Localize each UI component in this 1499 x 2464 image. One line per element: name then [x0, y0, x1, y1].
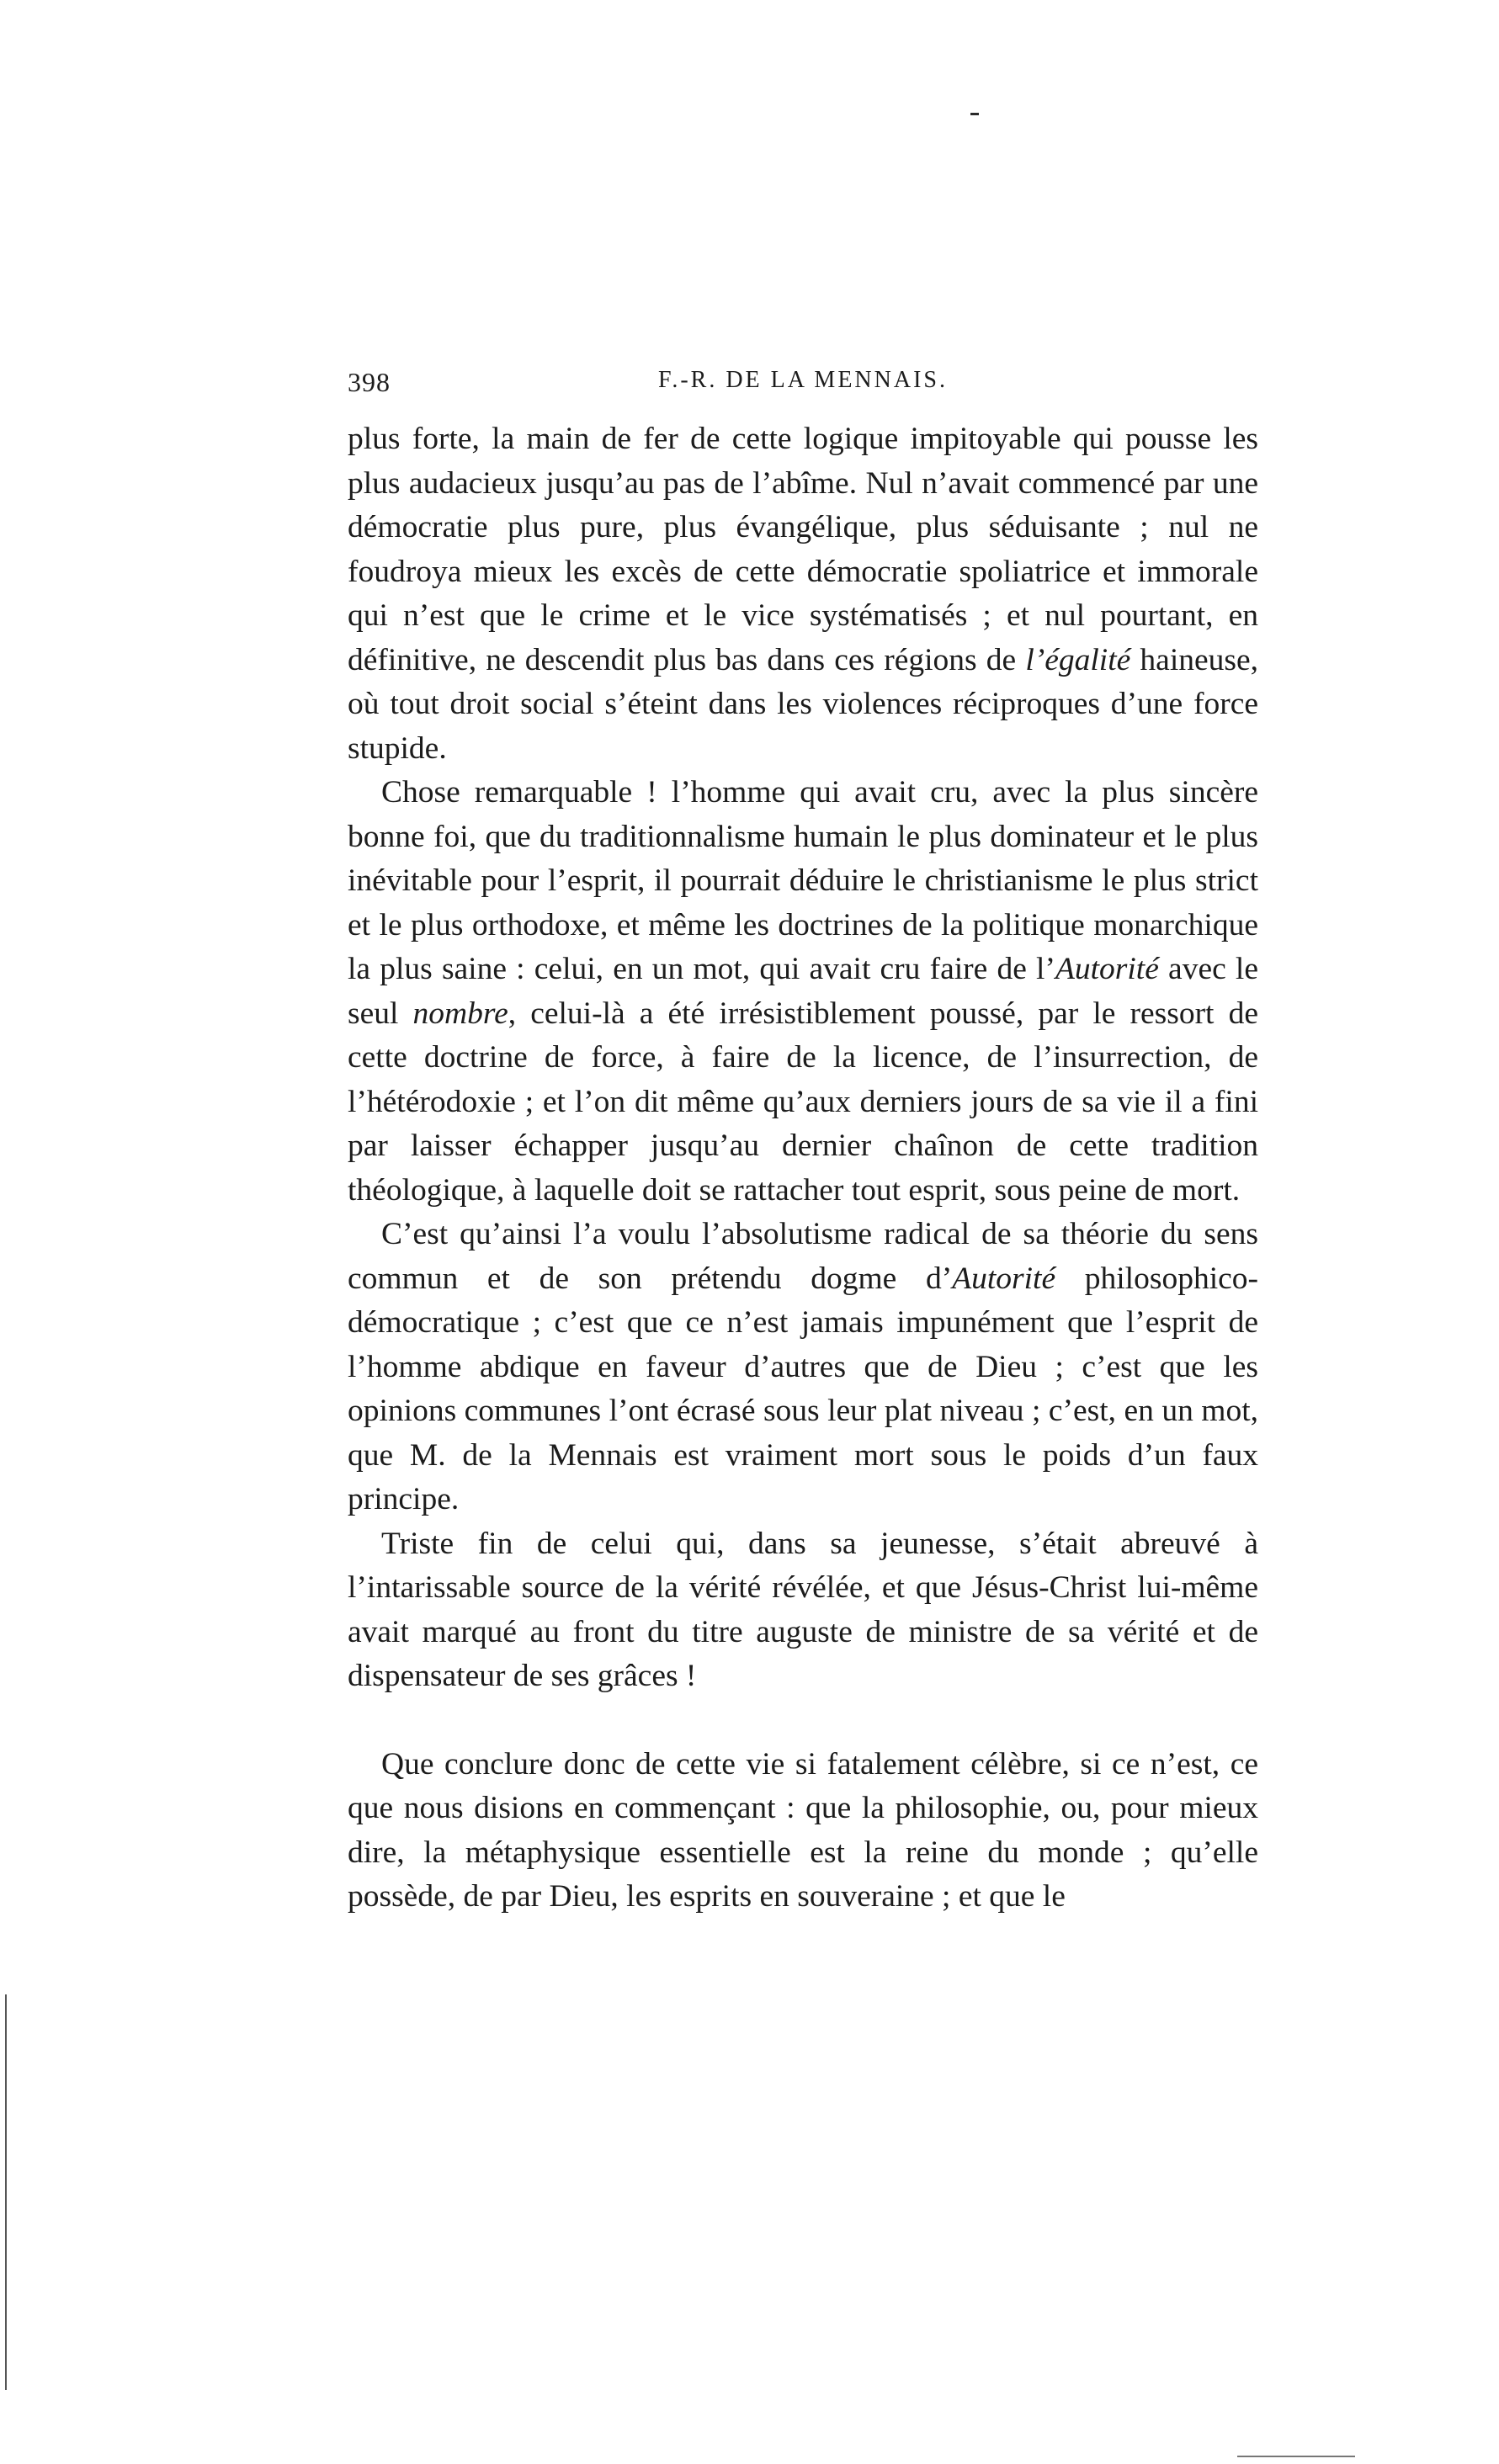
paragraph — [348, 771, 1258, 1213]
paragraph — [348, 1213, 1258, 1522]
book-page — [348, 367, 1258, 1920]
italic-text: nombre — [412, 996, 508, 1031]
page-number: 398 — [348, 367, 391, 397]
italic-text: Autorité — [1055, 952, 1159, 986]
text-run: Que conclure donc de cette vie si fatalement célèbre, si ce n’est, ce que nous disions en commençant : que la philosophie, ou, pour mieux dire, la métaphysique essentielle est la reine du monde ; qu’elle possède, de par Dieu, les esprits en souveraine ; et que le — [348, 1746, 1258, 1914]
italic-text: l’égalité — [1025, 642, 1131, 677]
text-run: haineuse, où tout droit social s’éteint dans les violences réciproques d’une force stupide. — [348, 642, 1258, 766]
text-run: Triste fin de celui qui, dans sa jeunesse, s’était abreuvé à l’intarissable source de la vérité révélée, et que Jésus-Christ lui-même avait marqué au front du titre auguste de ministre de sa vérité et de dispensateur de ses grâces ! — [348, 1526, 1258, 1693]
running-head-title: F.-R. DE LA MENNAIS. — [658, 367, 948, 393]
body-text — [348, 417, 1258, 1920]
paragraph — [348, 1743, 1258, 1920]
scan-bottom-line — [1237, 2456, 1355, 2457]
text-run: plus forte, la main de fer de cette logique impitoyable qui pousse les plus audacieux jusqu’au pas de l’abîme. Nul n’avait commencé par une démocratie plus pure, plus évangélique, plus séduisante ; nul ne foudroya mieux les excès de cette démocratie spoliatrice et immorale qui n’est que le crime et le vice systématisés ; et nul pourtant, en définitive, ne descendit plus bas dans ces régions de — [348, 422, 1258, 677]
text-run: , celui-là a été irrésistiblement poussé, par le ressort de cette doctrine de force, à faire de la licence, de l’insurrection, de l’hétérodoxie ; et l’on dit même qu’aux derniers jours de sa vie il a fini par laisser échapper jusqu’au dernier chaînon de cette tradition théologique, à laquelle doit se rattacher tout esprit, sous peine de mort. — [348, 996, 1258, 1208]
scan-mark — [970, 113, 979, 115]
text-run: Chose remarquable ! l’homme qui avait cru, avec la plus sincère bonne foi, que du traditionnalisme humain le plus dominateur et le plus inévitable pour l’esprit, il pourrait déduire le christianisme le plus strict et le plus orthodoxe, et même les doctrines de la politique monarchique la plus saine : celui, en un mot, qui avait cru faire de l’ — [348, 775, 1258, 986]
running-head — [348, 367, 1258, 417]
paragraph — [348, 417, 1258, 771]
scan-margin-line — [5, 1994, 7, 2390]
text-run: C’est qu’ainsi l’a voulu l’absolutisme radical de sa théorie du sens commun et de son prétendu dogme d’ — [348, 1217, 1258, 1296]
italic-text: Autorité — [952, 1261, 1056, 1296]
text-run: philosophico-démocratique ; c’est que ce n’est jamais impunément que l’esprit de l’homme abdique en faveur d’autres que de Dieu ; c’est que les opinions communes l’ont écrasé sous leur plat niveau ; c’est, en un mot, que M. de la Mennais est vraiment mort sous le poids d’un faux principe. — [348, 1261, 1258, 1516]
text-run: avec le seul — [348, 952, 1258, 1031]
paragraph — [348, 1522, 1258, 1699]
